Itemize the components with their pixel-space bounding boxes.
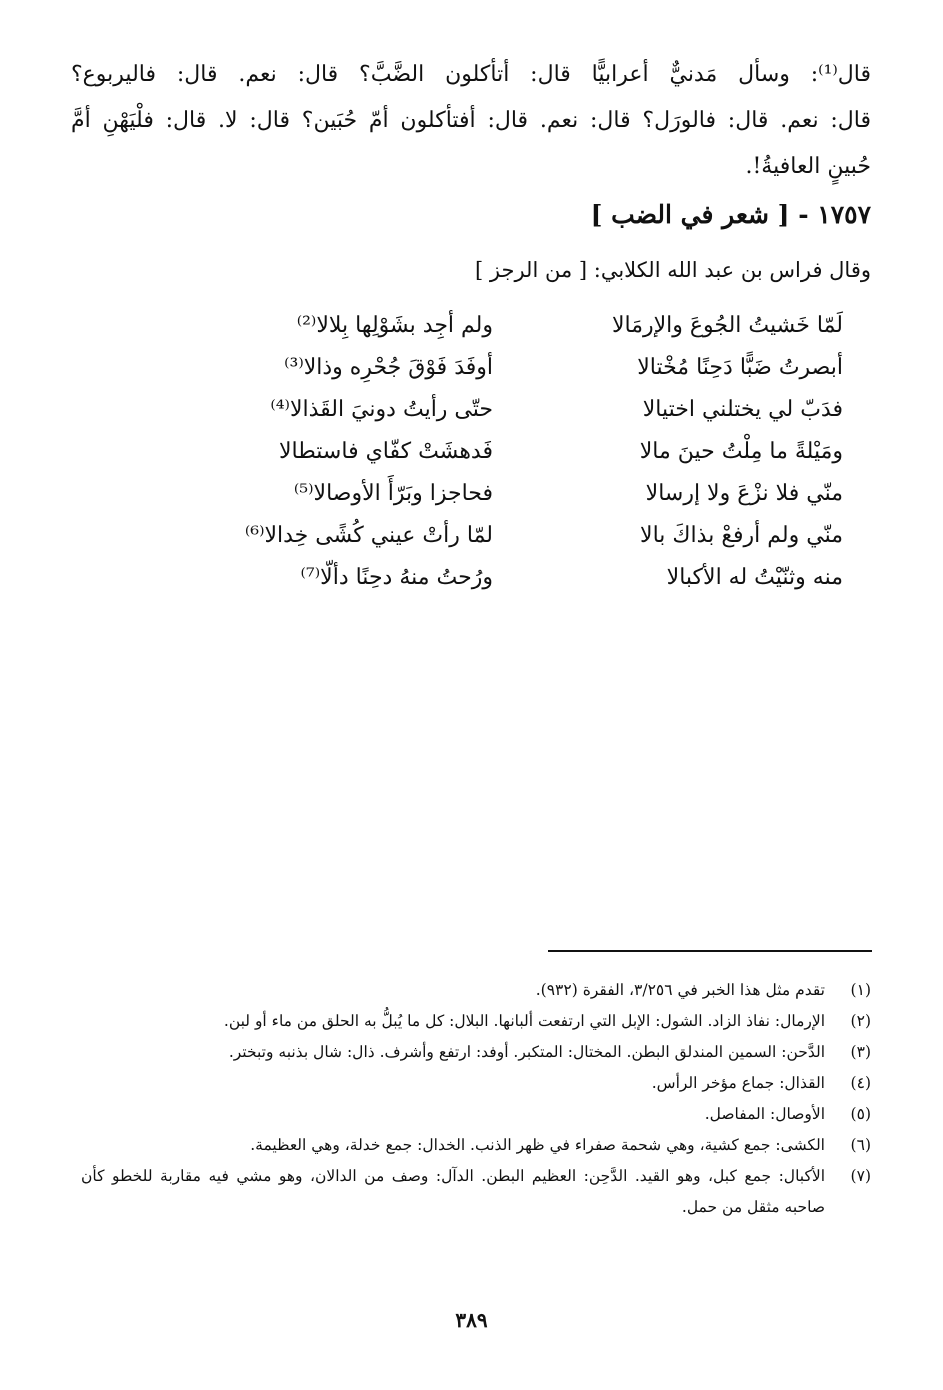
verse-first-hemistich: أبصرتُ ضَبًّا دَحِنًا مُخْتالا	[637, 355, 843, 380]
verse-second-hemistich: ولم أجِد بشَوْلِها بِلالا⁽²⁾	[296, 313, 493, 338]
footnote-text: الدَّحن: السمين المندلق البطن. المختال: المتكبر. أوفد: ارتفع وأشرف. ذال: شال بذنبه وتبختر.	[228, 1043, 825, 1061]
intro-line-3: حُبينٍ العافيةُ!.	[745, 154, 871, 179]
footnote	[81, 1130, 871, 1161]
footnote-number: (٦)	[850, 1136, 871, 1154]
verse-first-hemistich: لَمّا خَشيتُ الجُوعَ والإرمَالا	[611, 313, 843, 338]
footnotes	[81, 975, 871, 1223]
footnote-text: الأكبال: جمع كبل، وهو القيد. الدَّحِن: العظيم البطن. الدآل: وصف من الدالان، وهو مشي فيه مقاربة للخطو كأن صاحبه مثقل من حمل.	[81, 1167, 825, 1216]
poem-verse	[203, 515, 843, 557]
footnote-text: تقدم مثل هذا الخبر في ٣/٢٥٦، الفقرة (٩٣٢).	[535, 981, 825, 999]
footnote-text: القذال: جماع مؤخر الرأس.	[651, 1074, 825, 1092]
poem-verse	[203, 389, 843, 431]
footnote-divider	[548, 950, 872, 952]
footnote	[81, 1161, 871, 1223]
footnote	[81, 975, 871, 1006]
poem-verse	[203, 557, 843, 599]
footnote-text: الإرمال: نفاذ الزاد. الشول: الإبل التي ارتفعت ألبانها. البلال: كل ما يُبلُّ به الحلق من ماء أو لبن.	[223, 1012, 825, 1030]
poem-verse	[203, 473, 843, 515]
poem	[203, 305, 843, 599]
poem-verse	[203, 431, 843, 473]
page-number: ٣٨٩	[455, 1308, 488, 1332]
section-heading: ١٧٥٧ - [ شعر في الضب ]	[590, 200, 871, 229]
footnote-text: الكشى: جمع كشية، وهي شحمة صفراء في ظهر الذنب. الخدال: جمع خدلة، وهي العظيمة.	[250, 1136, 825, 1154]
intro-line-2: قال: نعم. قال: فالورَل؟ قال: نعم. قال: أفتأكلون أمّ حُبَين؟ قال: لا. قال: فلْيَهْنِ أمَّ	[71, 108, 871, 133]
verse-first-hemistich: ومَيْلةً ما مِلْتُ حينَ مالا	[639, 439, 843, 464]
intro-line-1: قال⁽¹⁾: وسأل مَدنيٌّ أعرابيًّا قال: أتأكلون الضَّبَّ؟ قال: نعم. قال: فاليربوع؟	[71, 62, 871, 87]
footnote-number: (١)	[850, 981, 871, 999]
verse-second-hemistich: فحاجزا وبَرّأَ الأوصالا⁽⁵⁾	[293, 481, 493, 506]
intro-paragraph	[71, 52, 871, 190]
poem-intro: وقال فراس بن عبد الله الكلابي: [ من الرجز ]	[475, 258, 871, 282]
verse-first-hemistich: منّي ولم أرفعْ بذاكَ بالا	[640, 523, 843, 548]
footnote	[81, 1068, 871, 1099]
verse-second-hemistich: لمّا رأتْ عيني كُشًى خِدالا⁽⁶⁾	[244, 523, 493, 548]
footnote-number: (٣)	[850, 1043, 871, 1061]
verse-first-hemistich: منّي فلا نزْعَ ولا إرسالا	[645, 481, 843, 506]
footnote-number: (٢)	[850, 1012, 871, 1030]
verse-first-hemistich: منه وثنّيْتُ له الأكبالا	[666, 565, 843, 590]
verse-second-hemistich: ورُحتُ منهُ دحِنًا دألّا⁽⁷⁾	[300, 565, 493, 590]
footnote-number: (٧)	[850, 1167, 871, 1185]
footnote	[81, 1037, 871, 1068]
footnote-text: الأوصال: المفاصل.	[704, 1105, 825, 1123]
poem-verse	[203, 347, 843, 389]
footnote	[81, 1099, 871, 1130]
verse-first-hemistich: فدَبّ لي يختلني اختيالا	[642, 397, 843, 422]
footnote-number: (٤)	[850, 1074, 871, 1092]
verse-second-hemistich: حتّى رأيتُ دونيَ القَذالا⁽⁴⁾	[270, 397, 493, 422]
footnote	[81, 1006, 871, 1037]
footnote-number: (٥)	[850, 1105, 871, 1123]
verse-second-hemistich: أوفَدَ فَوْقَ جُحْرِه وذالا⁽³⁾	[284, 355, 493, 380]
verse-second-hemistich: فَدهشَتْ كفّاي فاستطالا	[279, 439, 493, 464]
poem-verse	[203, 305, 843, 347]
